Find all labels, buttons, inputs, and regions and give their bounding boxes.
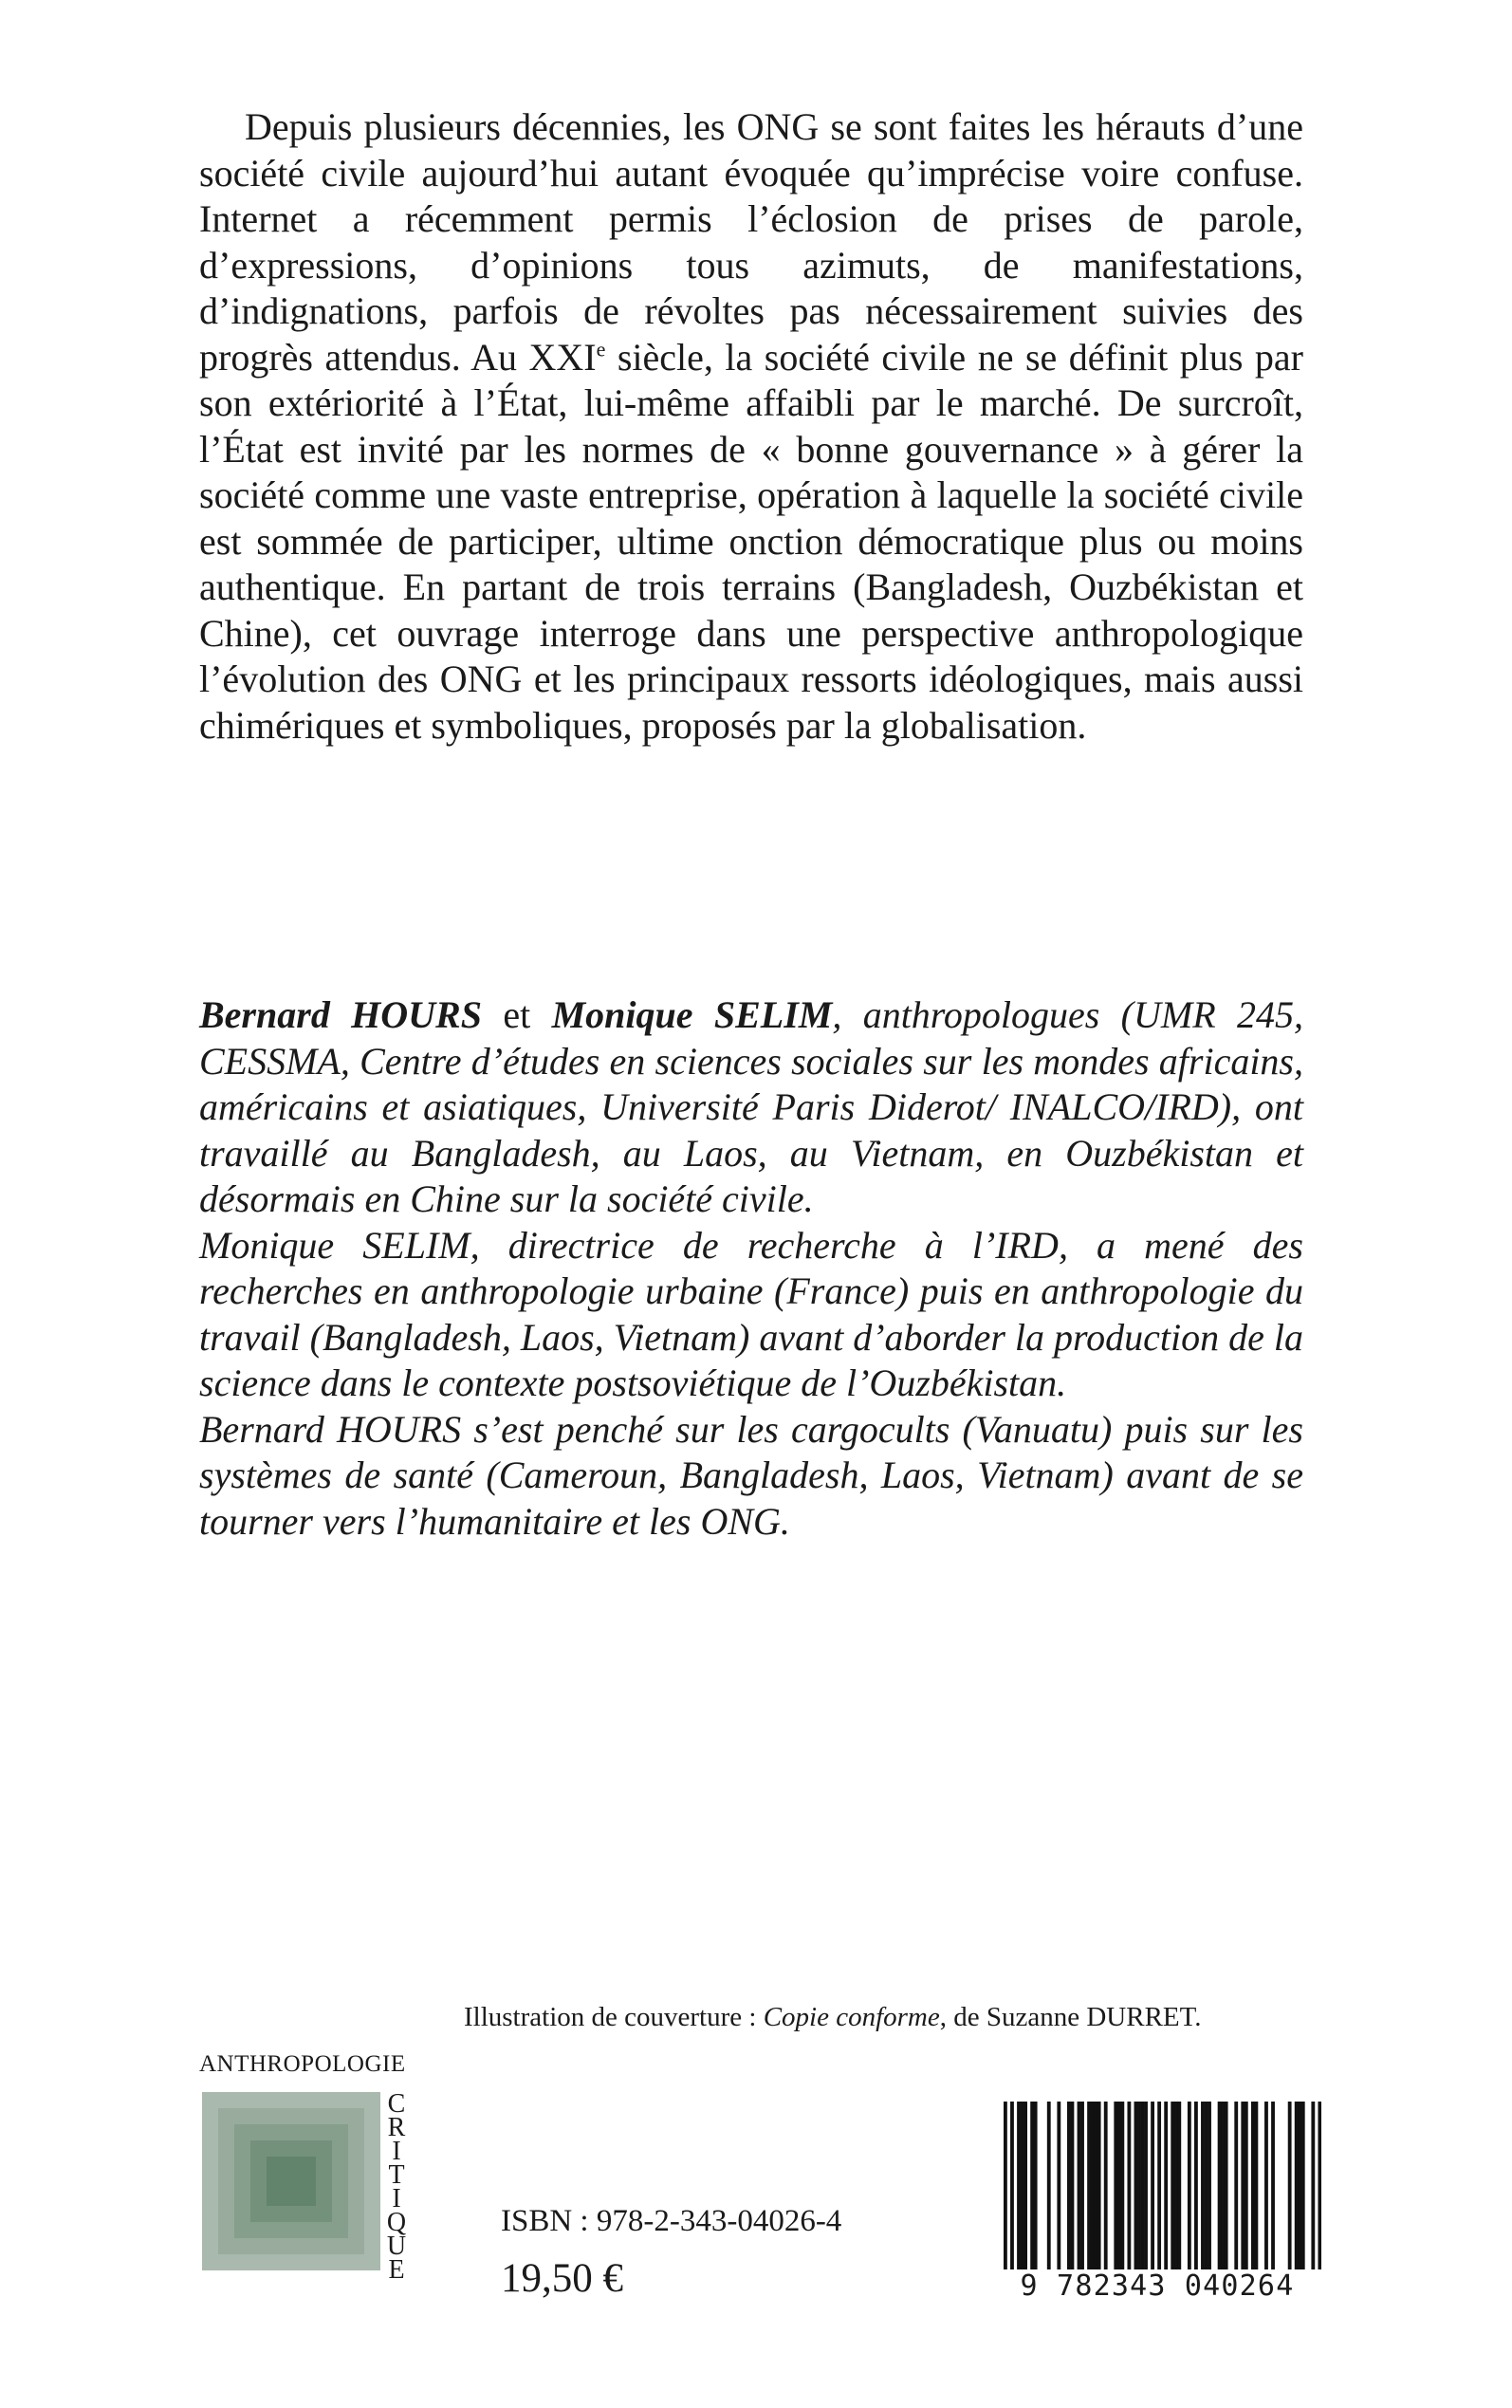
credit-suffix: , de Suzanne DURRET. xyxy=(939,2002,1202,2032)
hours-bio: Bernard HOURS s’est penché sur les cargocults (Vanuatu) puis sur les systèmes de santé (Cameroun, Bangladesh, Laos, Vietnam) avant de se tourner vers l’humanitaire et les ONG. xyxy=(199,1407,1303,1543)
author-name-hours: Bernard HOURS xyxy=(199,993,482,1036)
vertical-letter: T xyxy=(388,2160,405,2190)
barcode-bar xyxy=(1120,2102,1124,2270)
barcode-bar xyxy=(1137,2102,1141,2270)
author-name-selim: Monique SELIM xyxy=(551,993,833,1036)
barcode-bar xyxy=(1177,2102,1181,2270)
barcode-bar xyxy=(1078,2102,1081,2270)
barcode-bar xyxy=(1071,2102,1075,2270)
barcode-bar xyxy=(1034,2102,1038,2270)
barcode-bar xyxy=(1067,2102,1071,2270)
back-cover-blurb xyxy=(199,104,1303,749)
barcode-bar xyxy=(1104,2102,1108,2270)
barcode-bar xyxy=(1141,2102,1145,2270)
barcode-bar xyxy=(1171,2102,1174,2270)
author-conjunction: et xyxy=(481,993,552,1036)
barcode-bar xyxy=(1134,2102,1138,2270)
barcode-bar xyxy=(1201,2102,1205,2270)
barcode-bar xyxy=(1087,2102,1091,2270)
barcode-bar xyxy=(1094,2102,1097,2270)
barcode-bar xyxy=(1097,2102,1101,2270)
barcode-digits: 9 782343 040264 xyxy=(986,2269,1328,2303)
credit-prefix: Illustration de couverture : xyxy=(464,2002,764,2032)
barcode-bar xyxy=(1047,2102,1051,2270)
barcode-bar xyxy=(1114,2102,1117,2270)
credit-artwork-title: Copie conforme xyxy=(763,2002,940,2032)
authors-description: , anthropologues (UMR 245, CESSMA, Centre d’études en sciences sociales sur les mondes africains, américains et asiatiques, Université Paris Diderot/ INALCO/IRD), ont travaillé au Bangladesh, au Laos, au Vietnam, en Ouzbékistan et désormais en Chine sur la société civile. xyxy=(199,993,1303,1220)
barcode-bar xyxy=(1298,2102,1301,2270)
isbn-number: ISBN : 978-2-343-04026-4 xyxy=(501,2204,842,2238)
century-superscript: e xyxy=(596,337,606,361)
collection-logo xyxy=(202,2092,380,2270)
barcode-bar xyxy=(1151,2102,1154,2270)
book-price: 19,50 € xyxy=(501,2256,623,2301)
barcode-bar xyxy=(1208,2102,1211,2270)
barcode-bar xyxy=(1194,2102,1198,2270)
barcode-bar xyxy=(1057,2102,1060,2270)
barcode-bar xyxy=(1295,2102,1299,2270)
authors-intro xyxy=(199,992,1303,1223)
barcode-bar xyxy=(1127,2102,1131,2270)
barcode-bar xyxy=(1080,2102,1084,2270)
barcode-bar xyxy=(1188,2102,1191,2270)
barcode-bar xyxy=(1288,2102,1292,2270)
collection-vertical-word xyxy=(382,2089,411,2285)
barcode-bar xyxy=(1174,2102,1178,2270)
barcode-bar xyxy=(1245,2102,1248,2270)
vertical-letter: E xyxy=(388,2255,405,2285)
barcode-bar xyxy=(1254,2102,1258,2270)
barcode-bar xyxy=(1301,2102,1305,2270)
barcode-bar xyxy=(1218,2102,1222,2270)
barcode-bar xyxy=(1023,2102,1027,2270)
barcode-bar xyxy=(1271,2102,1275,2270)
blurb-text-part2: siècle, la société civile ne se définit plus par son extériorité à l’État, lui-même affaibli par le marché. De surcroît, l’État est invité par les normes de « bonne gouvernance » à gérer la société comme une vaste entreprise, opération à laquelle la société civile est sommée de participer, ultime onction démocratique plus ou moins authentique. En partant de trois terrains (Bangladesh, Ouzbékistan et Chine), cet ouvrage interroge dans une perspective anthropologique l’évolution des ONG et les principaux ressorts idéologiques, mais aussi chimériques et symboliques, proposés par la globalisation. xyxy=(199,335,1303,747)
selim-bio: Monique SELIM, directrice de recherche à l’IRD, a mené des recherches en anthropologie urbaine (France) puis en anthropologie du travail (Bangladesh, Laos, Vietnam) avant d’aborder la production de la science dans le contexte postsoviétique de l’Ouzbékistan. xyxy=(199,1223,1303,1404)
collection-name: ANTHROPOLOGIE xyxy=(199,2051,406,2077)
vertical-letter: I xyxy=(392,2137,401,2166)
barcode-bar xyxy=(1017,2102,1021,2270)
vertical-letter: Q xyxy=(386,2208,407,2237)
barcode-bar xyxy=(1264,2102,1268,2270)
vertical-letter: C xyxy=(387,2089,406,2119)
barcode-bar xyxy=(1144,2102,1148,2270)
vertical-letter: I xyxy=(392,2184,401,2214)
vertical-letter: R xyxy=(387,2113,406,2142)
barcode-bar xyxy=(1021,2102,1024,2270)
barcode-bar xyxy=(1241,2102,1245,2270)
barcode-bar xyxy=(1221,2102,1225,2270)
barcode-bar xyxy=(1225,2102,1228,2270)
blurb-text-part1: Depuis plusieurs décennies, les ONG se sont faites les hérauts d’une société civile aujourd’hui autant évoquée qu’imprécise voire confuse. Internet a récemment permis l’éclosion de prises de parole, d’expressions, d’opinions tous azimuts, de manifestations, d’indignations, parfois de révoltes pas nécessairement suivies des progrès attendus. Au XXI xyxy=(199,105,1303,379)
logo-square-5 xyxy=(267,2157,316,2206)
barcode-bar xyxy=(1091,2102,1095,2270)
author-biographies xyxy=(199,992,1303,1545)
cover-illustration-credit xyxy=(464,2002,1201,2033)
barcode-bar xyxy=(1117,2102,1121,2270)
barcode-bar xyxy=(1030,2102,1034,2270)
barcode-bar xyxy=(1251,2102,1255,2270)
vertical-letter: U xyxy=(386,2232,407,2261)
barcode-bar xyxy=(1205,2102,1208,2270)
barcode-bar xyxy=(1234,2102,1238,2270)
